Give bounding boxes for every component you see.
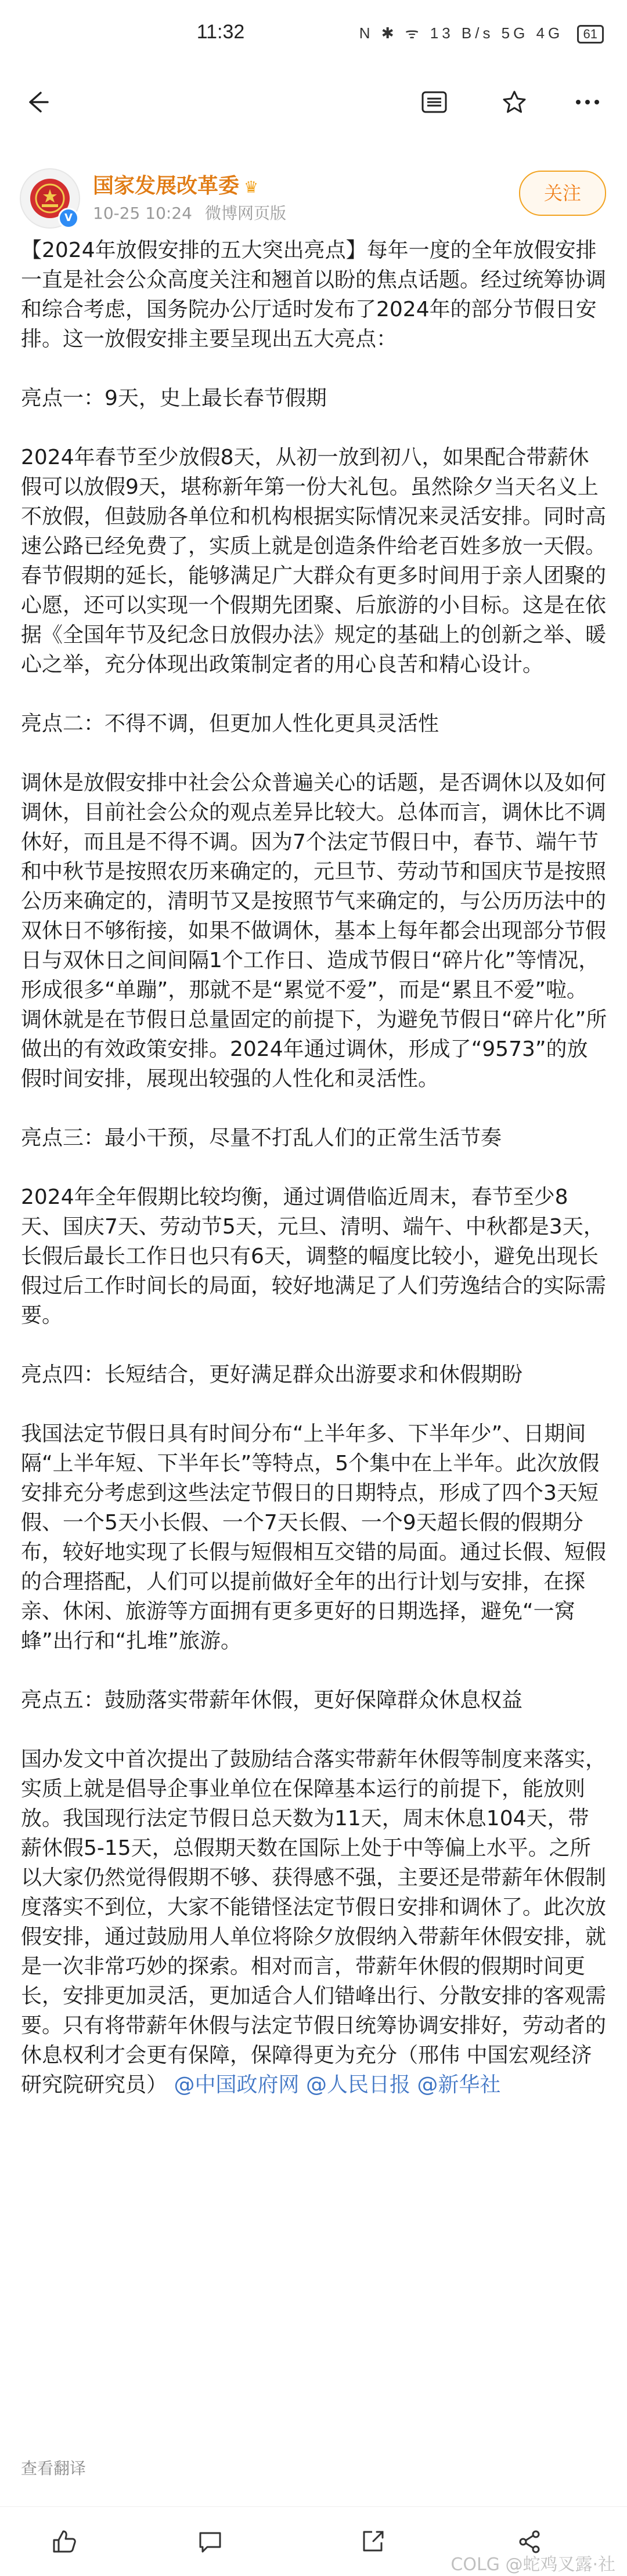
post-paragraph: 【2024年放假安排的五大突出亮点】每年一度的全年放假安排一直是社会公众高度关注和翘首以盼的焦点话题。经过统筹协调和综合考虑，国务院办公厅适时发布了2024年的部分节假日安排。这一放假安排主要呈现出五大亮点： (21, 238, 607, 351)
nav-bar (0, 70, 627, 133)
like-button[interactable] (45, 2523, 82, 2560)
post-paragraph: 调休是放假安排中社会公众普遍关心的话题，是否调休以及如何调休，目前社会公众的观点差异比较大。总体而言，调休比不调休好，而且是不得不调。因为7个法定节假日中，春节、端午节和中秋节是按照农历来确定的，元旦节、劳动节和国庆节是按照公历来确定的，清明节又是按照节气来确定的，与公历历法中的双休日不够衔接，如果不做调休，基本上每年都会出现部分节假日与双休日之间间隔1个工作日、造成节假日“碎片化”等情况，形成很多“单蹦”，那就不是“累觉不爱”，而是“累且不爱”啦。调休就是在节假日总量固定的前提下，为避免节假日“碎片化”所做出的有效政策安排。2024年通过调休，形成了“9573”的放假时间安排，展现出较强的人性化和灵活性。 (21, 771, 607, 1091)
highlight-heading: 亮点二：不得不调，但更加人性化更具灵活性 (21, 712, 439, 736)
post-paragraph-last (21, 1745, 607, 2100)
battery-icon: 61 (577, 25, 604, 44)
menu-list-icon (421, 91, 448, 114)
post-paragraph-text: 国办发文中首次提出了鼓励结合落实带薪年休假等制度来落实，实质上就是倡导企事业单位在保障基本运行的前提下，能放则放。我国现行法定节假日总天数为11天，周末休息104天，带薪休假5-15天，总假期天数在国际上处于中等偏上水平。之所以大家仍然觉得假期不够、获得感不强，主要还是带薪年休假制度落实不到位，大家不能错怪法定节假日安排和调休了。此次放假安排，通过鼓励用人单位将除夕放假纳入带薪年休假安排，就是一次非常巧妙的探索。相对而言，带薪年休假的假期时间更长，安排更加灵活，更加适合人们错峰出行、分散安排的客观需要。只有将带薪年休假与法定节假日统筹协调安排好，劳动者的休息权利才会更有保障，保障得更为充分（邢伟 中国宏观经济研究院研究员） (21, 1748, 607, 2097)
bottom-action-bar (0, 2506, 627, 2576)
share-icon (359, 2528, 386, 2555)
highlight-heading: 亮点四：长短结合，更好满足群众出游要求和休假期盼 (21, 1363, 523, 1387)
back-arrow-icon (24, 89, 50, 115)
more-icon (575, 99, 600, 106)
mention-link[interactable]: @中国政府网 (174, 2073, 300, 2097)
watermark: COLG @蛇鸡叉露·社 (451, 2555, 615, 2575)
author-name[interactable]: 国家发展改革委 (93, 174, 240, 198)
post-paragraph: 2024年全年假期比较均衡，通过调借临近周末，春节至少8天、国庆7天、劳动节5天，元旦、清明、端午、中秋都是3天，长假后最长工作日也只有6天，调整的幅度比较小，避免出现长假过后工作时间长的局面，较好地满足了人们劳逸结合的实际需要。 (21, 1185, 607, 1327)
follow-button[interactable]: 关注 (519, 171, 606, 216)
highlight-heading: 亮点三：最小干预，尽量不打乱人们的正常生活节奏 (21, 1126, 502, 1150)
highlight-heading: 亮点五：鼓励落实带薪年休假，更好保障群众休息权益 (21, 1688, 523, 1712)
author-name-row (93, 169, 258, 199)
status-icons (359, 22, 604, 44)
post-meta (93, 201, 286, 224)
post-paragraph: 我国法定节假日具有时间分布“上半年多、下半年少”、日期间隔“上半年短、下半年长”等特点，5个集中在上半年。此次放假安排充分考虑到这些法定节假日的日期特点，形成了四个3天短假、一个5天小长假、一个7天长假、一个9天超长假的假期分布，较好地实现了长假与短假相互交错的局面。通过长假、短假的合理搭配，人们可以提前做好全年的出行计划与安排，在探亲、休闲、旅游等方面拥有更多更好的日期选择，避免“一窝蜂”出行和“扎堆”旅游。 (21, 1422, 607, 1653)
comment-button[interactable] (192, 2523, 229, 2560)
back-button[interactable] (14, 79, 60, 125)
more-button[interactable] (564, 79, 611, 125)
author-header (0, 157, 627, 232)
status-bar (0, 0, 627, 70)
favorite-button[interactable] (491, 79, 538, 125)
mention-link[interactable]: @新华社 (417, 2073, 501, 2097)
status-icons-text: N ✱ ᯤ 13 B/s 5G 4G (359, 24, 564, 42)
status-time: 11:32 (196, 21, 245, 43)
comment-icon (197, 2528, 224, 2555)
menu-button[interactable] (411, 79, 457, 125)
mention-link[interactable]: @人民日报 (305, 2073, 410, 2097)
highlight-heading: 亮点一：9天，史上最长春节假期 (21, 386, 327, 410)
share-button[interactable] (354, 2523, 391, 2560)
post-paragraph: 2024年春节至少放假8天，从初一放到初八，如果配合带薪休假可以放假9天，堪称新年第一份大礼包。虽然除夕当天名义上不放假，但鼓励各单位和机构根据实际情况来灵活安排。同时高速公路已经免费了，实质上就是创造条件给老百姓多放一天假。春节假期的延长，能够满足广大群众有更多时间用于亲人团聚的心愿，还可以实现一个假期先团聚、后旅游的小目标。这是在依据《全国年节及纪念日放假办法》规定的基础上的创新之举、暖心之举，充分体现出政策制定者的用心良苦和精心设计。 (21, 446, 607, 676)
post-source: 微博网页版 (204, 204, 286, 223)
post-content (21, 236, 607, 2100)
verified-badge: V (58, 208, 79, 229)
crown-icon: ♛ (244, 177, 259, 197)
post-time: 10-25 10:24 (93, 204, 192, 223)
translate-link[interactable]: 查看翻译 (21, 2459, 87, 2478)
star-icon (502, 89, 527, 115)
like-icon (51, 2528, 77, 2555)
